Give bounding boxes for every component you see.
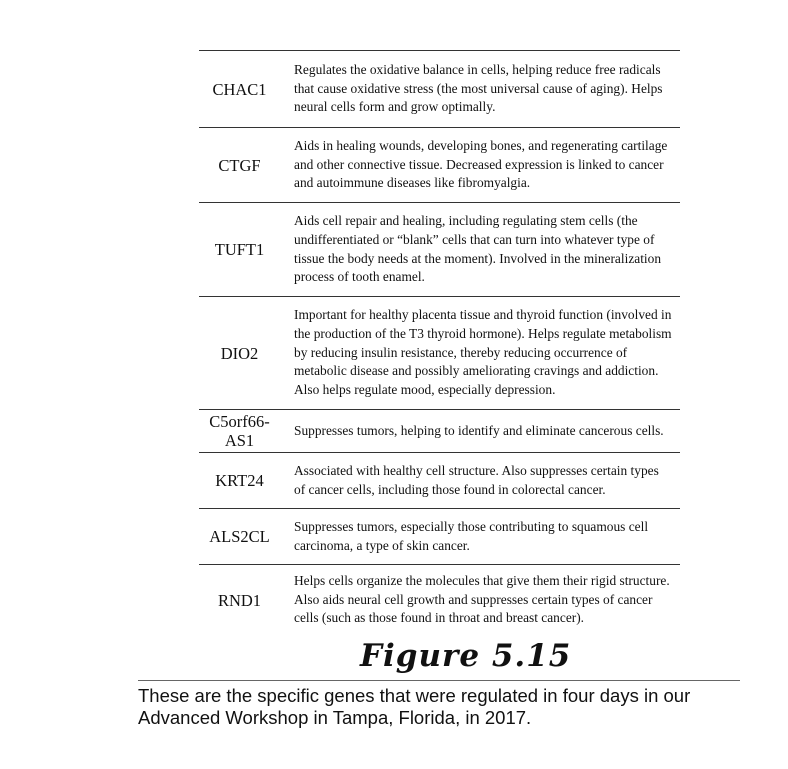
table-row xyxy=(199,410,680,453)
gene-name: ALS2CL xyxy=(209,527,270,546)
gene-description: Aids cell repair and healing, including regulating stem cells (the undifferentiated or “blank” cells that can turn into whatever type of tissue the body needs at the moment). Involved in the mineralization process of tooth enamel. xyxy=(294,212,662,285)
table-row xyxy=(199,51,680,128)
gene-table xyxy=(199,50,680,635)
gene-name: TUFT1 xyxy=(214,240,265,259)
table-row xyxy=(199,203,680,297)
gene-description: Helps cells organize the molecules that give them their rigid structure. Also aids neural cell growth and suppresses certain types of cancer cells (such as those found in throat and breast cancer). xyxy=(294,572,670,626)
table-row xyxy=(199,509,680,565)
table-row xyxy=(199,297,680,410)
figure-caption: These are the specific genes that were regulated in four days in our Advanced Workshop in Tampa, Florida, in 2017. xyxy=(138,685,691,728)
gene-description: Associated with healthy cell structure. Also suppresses certain types of cancer cells, including those found in colorectal cancer. xyxy=(294,462,659,497)
figure-label: Figure 5.15 xyxy=(360,638,572,674)
gene-description: Important for healthy placenta tissue and thyroid function (involved in the production of the T3 thyroid hormone). Helps regulate metabolism by reducing insulin resistance, thereby reducing occurrence of metabolic disease and possibly ameliorating cravings and addiction. Also helps regulate mood, especially depression. xyxy=(294,307,672,398)
caption-divider xyxy=(138,680,740,681)
gene-name: C5orf66-AS1 xyxy=(209,412,270,450)
gene-name: DIO2 xyxy=(220,343,259,363)
gene-description: Regulates the oxidative balance in cells, helping reduce free radicals that cause oxidative stress (the most universal cause of aging). Helps neural cells form and grow optimally. xyxy=(294,61,663,115)
table-row xyxy=(199,453,680,509)
gene-description: Aids in healing wounds, developing bones, and regenerating cartilage and other connective tissue. Decreased expression is linked to cancer and autoimmune diseases like fibromyalgia. xyxy=(294,137,668,191)
gene-name: KRT24 xyxy=(215,471,264,490)
table-row xyxy=(199,128,680,203)
gene-description: Suppresses tumors, helping to identify and eliminate cancerous cells. xyxy=(294,422,664,438)
table-row xyxy=(199,565,680,635)
gene-name: CHAC1 xyxy=(212,79,267,99)
gene-description: Suppresses tumors, especially those contributing to squamous cell carcinoma, a type of skin cancer. xyxy=(294,518,649,553)
gene-name: CTGF xyxy=(218,155,261,175)
gene-name: RND1 xyxy=(217,590,262,610)
